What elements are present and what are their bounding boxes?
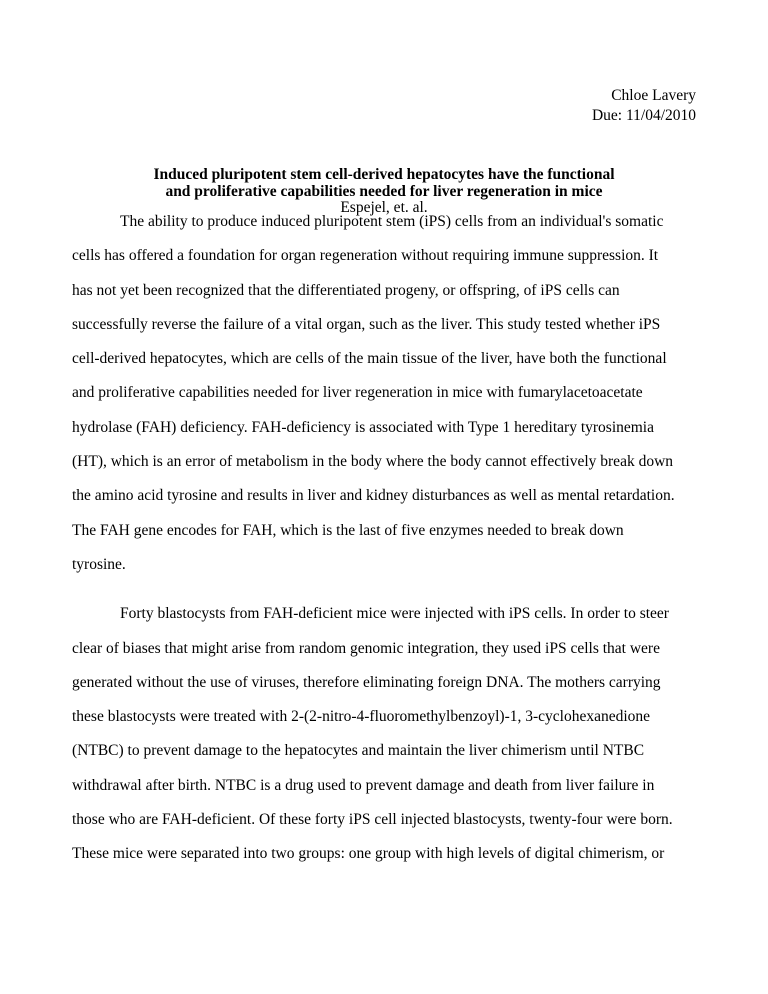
paragraph-gap — [72, 590, 696, 605]
paper-title-line-1: Induced pluripotent stem cell-derived hepatocytes have the functional — [153, 166, 615, 183]
text-line: cell-derived hepatocytes, which are cells of the main tissue of the liver, have both the functional — [72, 350, 667, 368]
paper-authors: Espejel, et. al. — [340, 199, 428, 216]
text-line: hydrolase (FAH) deficiency. FAH-deficiency is associated with Type 1 hereditary tyrosinemia — [72, 418, 654, 436]
text-line: the amino acid tyrosine and results in liver and kidney disturbances as well as mental retardation. — [72, 487, 675, 505]
paragraph-2 — [72, 605, 696, 879]
body-text — [72, 213, 696, 880]
text-line: clear of biases that might arise from random genomic integration, they used iPS cells that were — [72, 639, 660, 657]
text-line: (NTBC) to prevent damage to the hepatocytes and maintain the liver chimerism until NTBC — [72, 742, 645, 760]
text-line: The FAH gene encodes for FAH, which is the last of five enzymes needed to break down — [72, 521, 624, 539]
paper-title-line-2: and proliferative capabilities needed for liver regeneration in mice — [165, 182, 603, 200]
author-name: Chloe Lavery — [611, 87, 696, 104]
paper-title-block — [72, 167, 696, 217]
text-line: tyrosine. — [72, 555, 126, 573]
text-line: those who are FAH-deficient. Of these forty iPS cell injected blastocysts, twenty-four were born. — [72, 811, 673, 829]
author-header — [592, 86, 696, 126]
paragraph-1 — [72, 213, 696, 590]
text-line: successfully reverse the failure of a vital organ, such as the liver. This study tested whether iPS — [72, 315, 661, 333]
text-line: Forty blastocysts from FAH-deficient mice were injected with iPS cells. In order to steer — [120, 605, 669, 623]
text-line: These mice were separated into two groups: one group with high levels of digital chimerism, or — [72, 845, 665, 863]
text-line: these blastocysts were treated with 2-(2-nitro-4-fluoromethylbenzoyl)-1, 3-cyclohexanedione — [72, 708, 651, 726]
due-date: Due: 11/04/2010 — [591, 107, 696, 124]
text-line: generated without the use of viruses, therefore eliminating foreign DNA. The mothers carrying — [72, 673, 661, 691]
text-line: The ability to produce induced pluripotent stem (iPS) cells from an individual's somatic — [120, 213, 664, 230]
text-line: and proliferative capabilities needed for liver regeneration in mice with fumarylacetoacetate — [72, 384, 643, 402]
text-line: cells has offered a foundation for organ regeneration without requiring immune suppression. It — [72, 247, 659, 265]
text-line: (HT), which is an error of metabolism in the body where the body cannot effectively break down — [72, 453, 674, 471]
text-line: withdrawal after birth. NTBC is a drug used to prevent damage and death from liver failure in — [72, 776, 655, 794]
text-line: has not yet been recognized that the differentiated progeny, or offspring, of iPS cells can — [72, 281, 620, 299]
